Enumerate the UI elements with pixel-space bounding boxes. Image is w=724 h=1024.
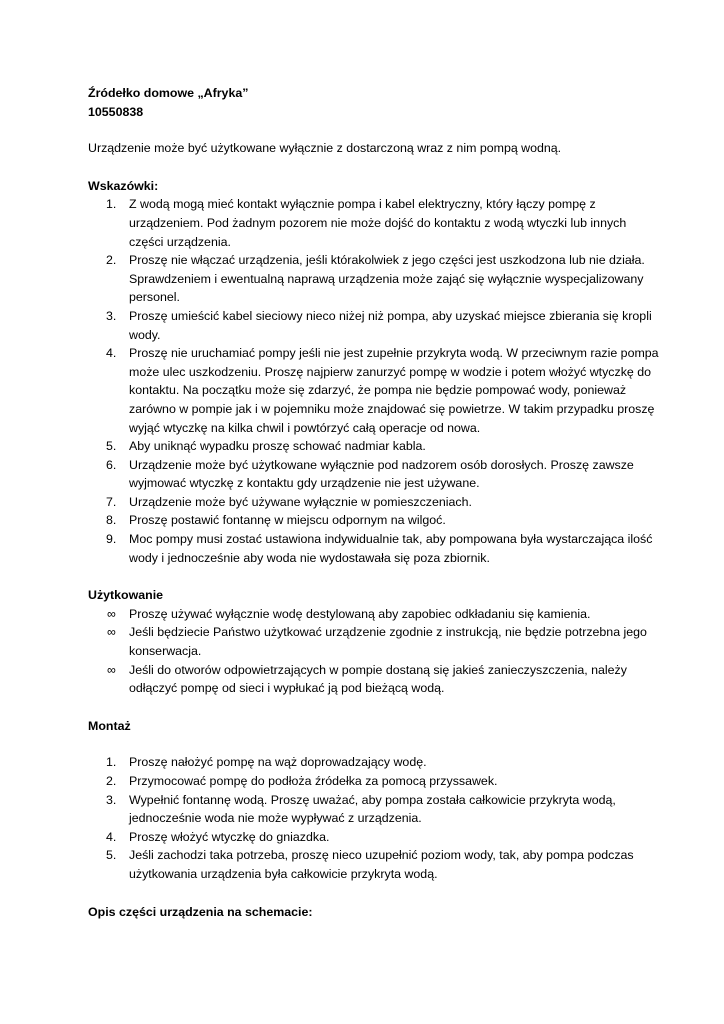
opis-heading: Opis części urządzenia na schemacie: (88, 904, 313, 919)
list-item (88, 605, 664, 624)
infinity-bullet-icon: ∞ (107, 662, 116, 677)
list-item (88, 251, 664, 307)
list-item-text: Aby uniknąć wypadku proszę schować nadmiar kabla. (129, 439, 426, 454)
list-item-text: Moc pompy musi zostać ustawiona indywidualnie tak, aby pompowana była wystarczająca ilość wody i jednocześnie aby woda nie wydostawała się poza zbiornik. (129, 532, 653, 565)
list-item-text: Wypełnić fontannę wodą. Proszę uważać, aby pompa została całkowicie przykryta wodą, jednocześnie woda nie może wypływać z urządzenia. (129, 792, 616, 826)
list-item (88, 753, 664, 772)
list-item-number: 1. (106, 197, 117, 212)
list-item-number: 2. (106, 253, 117, 268)
list-item (88, 772, 664, 791)
list-item-number: 8. (106, 513, 117, 528)
list-item-number: 9. (106, 532, 117, 547)
uzytkowanie-heading: Użytkowanie (88, 588, 164, 603)
list-item-text: Jeśli do otworów odpowietrzających w pompie dostaną się jakieś zanieczyszczenia, należy odłączyć pompę od sieci i wypłukać ją pod bieżącą wodą. (129, 662, 627, 696)
montaz-heading: Montaż (88, 718, 131, 733)
list-item (88, 661, 664, 698)
list-item-text: Urządzenie może być używane wyłącznie w pomieszczeniach. (129, 494, 472, 509)
list-item-text: Proszę włożyć wtyczkę do gniazdka. (129, 829, 330, 844)
wskazowki-heading: Wskazówki: (88, 178, 159, 193)
list-item-text: Proszę nie włączać urządzenia, jeśli którakolwiek z jego części jest uszkodzona lub nie działa. Sprawdzeniem i ewentualną naprawą urządzenia może zająć się wyłącznie wyspecjalizowany personel. (129, 253, 645, 305)
list-item-number: 4. (106, 346, 117, 361)
montaz-list (88, 753, 664, 883)
list-item-text: Przymocować pompę do podłoża źródełka za pomocą przyssawek. (129, 774, 498, 788)
list-item-number: 2. (106, 774, 117, 788)
list-item-number: 5. (106, 848, 117, 863)
infinity-bullet-icon: ∞ (107, 625, 116, 640)
list-item-number: 7. (106, 494, 117, 509)
list-item (88, 791, 664, 828)
intro-paragraph: Urządzenie może być użytkowane wyłącznie z dostarczoną wraz z nim pompą wodną. (88, 141, 562, 156)
list-item-number: 3. (106, 308, 117, 323)
product-code: 10550838 (88, 104, 144, 119)
list-item (88, 511, 664, 530)
list-item (88, 307, 664, 344)
list-item-number: 4. (106, 829, 117, 844)
list-item (88, 456, 664, 493)
uzytkowanie-list (88, 605, 664, 698)
list-item-number: 6. (106, 457, 117, 472)
list-item (88, 846, 664, 883)
list-item (88, 195, 664, 251)
document-title: Źródełko domowe „Afryka” (88, 86, 249, 100)
list-item-text: Urządzenie może być użytkowane wyłącznie pod nadzorem osób dorosłych. Proszę zawsze wyjmować wtyczkę z kontaktu gdy urządzenie nie jest używane. (129, 457, 634, 491)
list-item (88, 623, 664, 660)
list-item-text: Proszę postawić fontannę w miejscu odpornym na wilgoć. (129, 513, 446, 528)
list-item (88, 493, 664, 512)
list-item-text: Proszę nie uruchamiać pompy jeśli nie jest zupełnie przykryta wodą. W przeciwnym razie pompa może ulec uszkodzeniu. Proszę najpierw zanurzyć pompę w wodzie i potem włożyć wtyczkę do kontaktu. Na początku może się zdarzyć, że pompa nie będzie pompować wody, ponieważ zarówno w pompie jak i w pojemniku może znajdować się powietrze. W takim przypadku proszę wyjąć wtyczkę na kilka chwil i powtórzyć całą operacje od nowa. (129, 346, 659, 435)
list-item (88, 344, 664, 437)
wskazowki-list (88, 195, 664, 567)
list-item (88, 828, 664, 847)
list-item-number: 1. (106, 755, 117, 770)
list-item-text: Jeśli zachodzi taka potrzeba, proszę nieco uzupełnić poziom wody, tak, aby pompa podczas użytkowania urządzenia była całkowicie przykryta wodą. (129, 848, 634, 881)
list-item-text: Z wodą mogą mieć kontakt wyłącznie pompa i kabel elektryczny, który łączy pompę z urządzeniem. Pod żadnym pozorem nie może dojść do kontaktu z wodą wtyczki lub innych części urządzenia. (129, 197, 627, 249)
list-item (88, 530, 664, 567)
list-item-text: Proszę nałożyć pompę na wąż doprowadzający wodę. (129, 755, 427, 770)
list-item (88, 437, 664, 456)
list-item-text: Proszę umieścić kabel sieciowy nieco niżej niż pompa, aby uzyskać miejsce zbierania się kropli wody. (129, 308, 652, 342)
infinity-bullet-icon: ∞ (107, 606, 116, 621)
list-item-number: 5. (106, 439, 117, 454)
list-item-text: Proszę używać wyłącznie wodę destylowaną aby zapobiec odkładaniu się kamienia. (129, 606, 591, 621)
list-item-text: Jeśli będziecie Państwo użytkować urządzenie zgodnie z instrukcją, nie będzie potrzebna jego konserwacja. (129, 625, 647, 659)
list-item-number: 3. (106, 792, 117, 807)
